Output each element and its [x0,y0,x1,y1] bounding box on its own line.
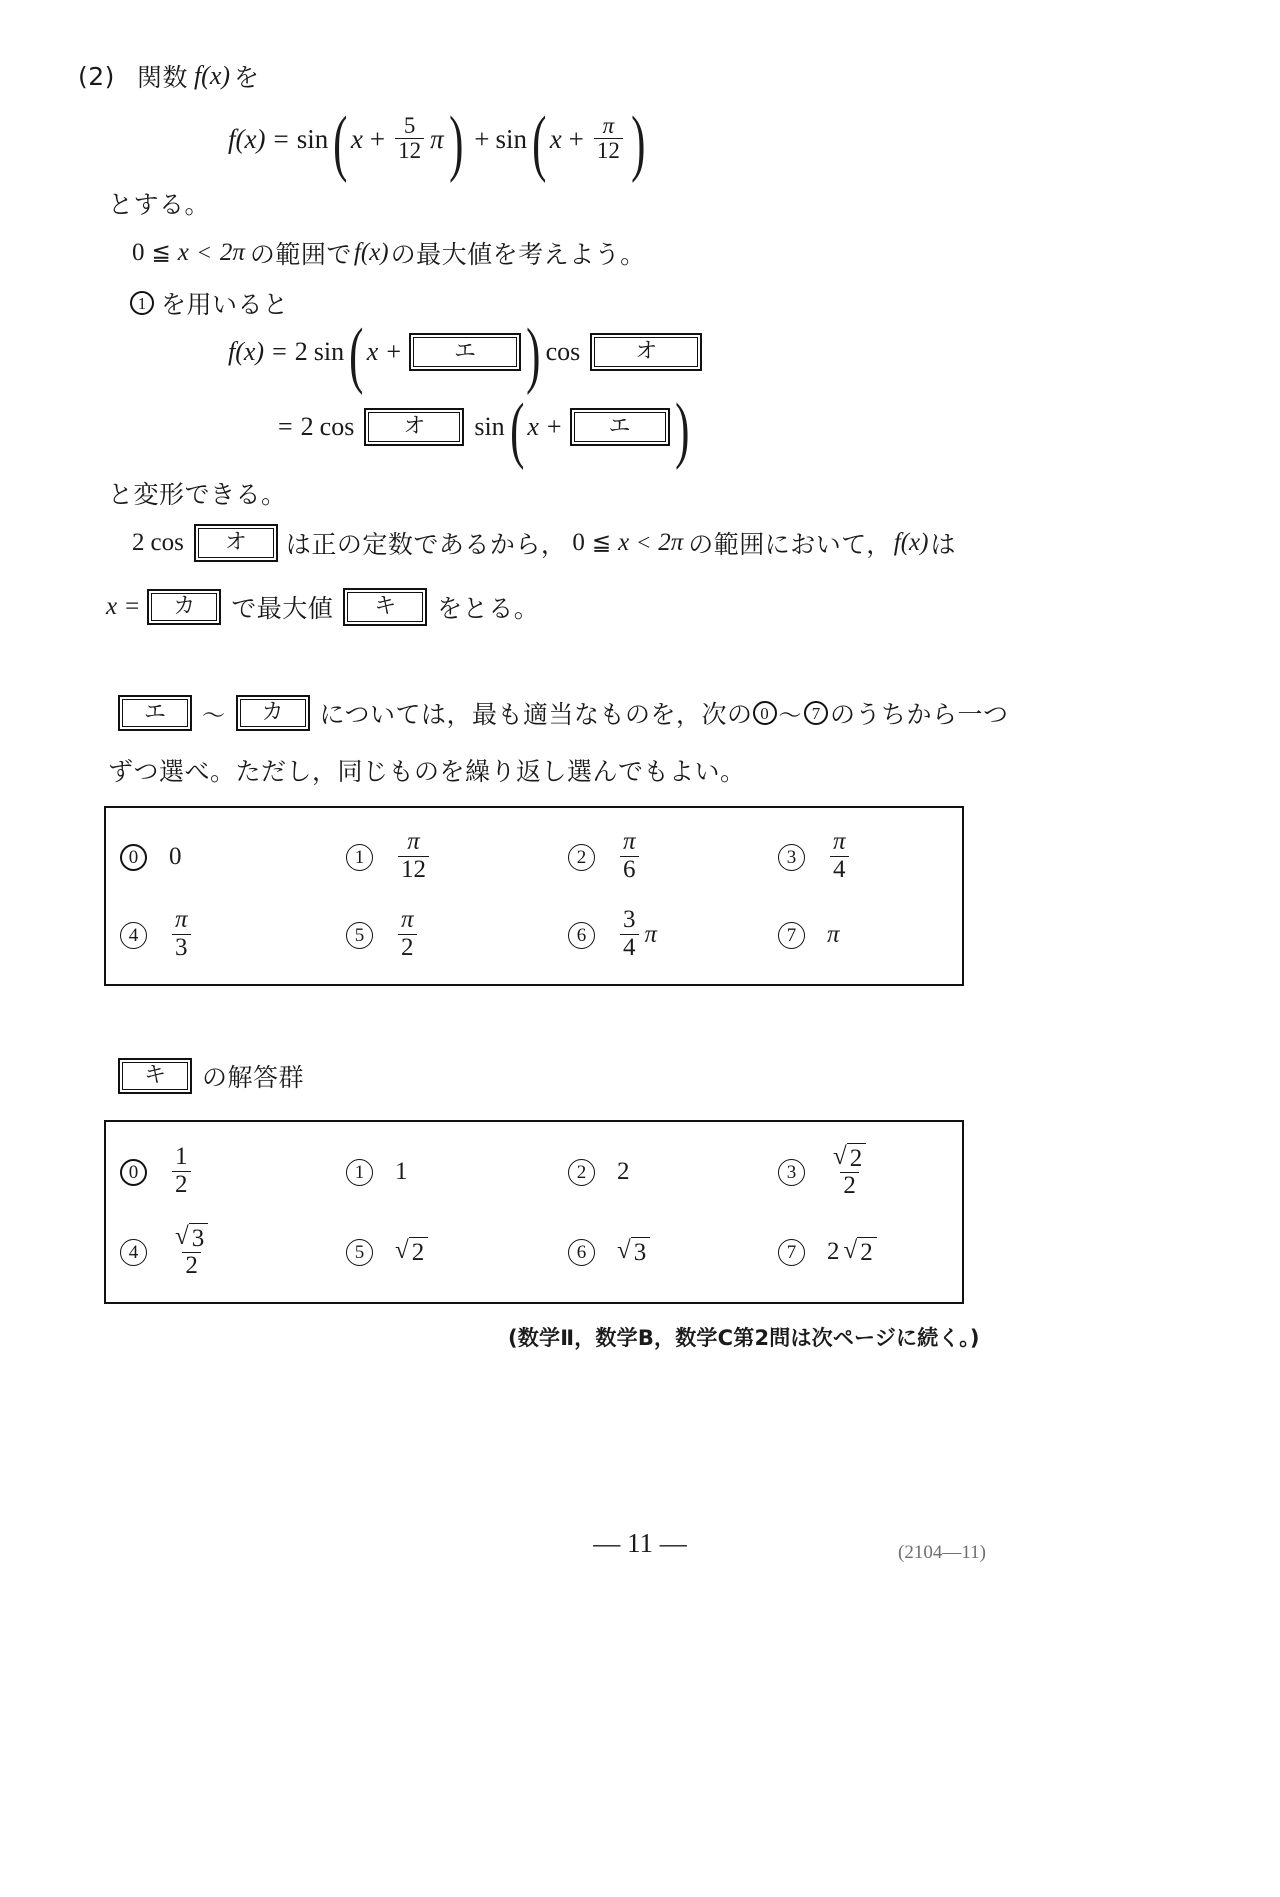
choice-option[interactable] [346,818,432,896]
answer-box-ki-label: キ [347,592,423,622]
choice-fraction-denominator: 3 [172,934,191,961]
choice-fraction-numerator: 3 [623,906,636,934]
choice-fraction-numerator [830,1143,869,1173]
radicand: 3 [189,1223,209,1253]
definition-lhs: f(x) [228,124,266,155]
eq1-plus: + [386,337,401,366]
choice-option[interactable] [120,896,194,974]
answer-box-o-2-label: オ [368,412,460,442]
fraction-5-12 [395,114,424,163]
choice-value [395,1158,408,1186]
henkei-text: と変形できる。 [108,480,287,509]
choice-marker-icon: 2 [568,1159,595,1186]
definition-plus-2: + [568,124,584,155]
choice-option[interactable] [568,896,657,974]
choice-value [617,1237,650,1267]
radical-sign-icon: √ [833,1142,847,1170]
answer-box-ka-ref-label: カ [240,699,306,727]
eq1-lhs: f(x) [228,337,265,366]
eq1-coefficient: 2 [294,337,308,366]
henkei-line [108,475,287,511]
radicand: 3 [631,1237,651,1267]
choice-option[interactable] [568,818,642,896]
choice-fraction [172,1223,211,1280]
choice-marker-icon: 0 [120,1159,147,1186]
answer-box-ki[interactable] [343,588,427,626]
eq1-cos: cos [545,337,581,366]
choice-fraction-denominator: 2 [172,1171,191,1198]
choice-option[interactable] [778,1212,877,1292]
choice-marker-icon: 5 [346,1239,373,1266]
choice-marker-icon: 3 [778,844,805,871]
pos-cos: cos [150,529,184,556]
eq2-plus: + [546,412,562,441]
choice-value [617,1158,630,1186]
problem-label: (2) [78,61,115,91]
definition-var-1: x [350,124,363,155]
choice-value [395,1237,428,1267]
eq2-cos: cos [319,412,355,441]
choice-option[interactable] [120,1212,214,1292]
instruction-line-2 [108,752,746,788]
problem-intro-text: 関数 [136,63,188,92]
eq2-sin: sin [474,412,505,441]
choice-marker-icon: 7 [778,1239,805,1266]
fraction-denominator-2: 12 [594,138,623,163]
choice-square-root [617,1237,650,1267]
page-number: — 11 — [593,1528,687,1558]
choice-fraction-denominator: 4 [620,934,639,961]
range-two-pi: 2π [219,239,245,266]
choice-square-root [175,1223,208,1253]
choice-row [106,818,962,896]
choice-value [617,830,642,884]
choice-marker-icon: 4 [120,1239,147,1266]
choice-ref-0-icon: 0 [753,701,777,725]
pos-variable: x [618,529,630,556]
answer-box-o-1-label: オ [594,337,698,367]
transform-equation-2: = 2 cos オ sin ( x + エ ) [278,389,690,471]
choice-marker-icon: 4 [120,922,147,949]
tosuru-text: とする。 [108,190,211,219]
choice-row [106,896,962,974]
radicand: 2 [857,1237,877,1267]
pos-zero: 0 [572,529,585,556]
choice-fraction-numerator: π [623,828,636,856]
answer-choices-angle-table [104,806,964,986]
choice-marker-icon: 1 [346,844,373,871]
choice-option[interactable] [778,896,840,974]
fraction-denominator: 12 [395,138,424,163]
choice-value [395,908,420,962]
answer-box-e-2-label: エ [574,412,666,442]
radical-sign-icon: √ [843,1237,858,1265]
positive-constant-line [132,524,956,562]
maximum-value-line [106,588,539,626]
choice-coefficient: 2 [827,1238,840,1265]
problem-intro-fx: f(x) [193,61,231,90]
definition-equals: = [273,124,289,155]
answer-box-ka-ref[interactable] [236,695,310,731]
answer-choices-value-table [104,1120,964,1304]
pos-text-2: の範囲において， [688,530,892,559]
choice-marker-icon: 2 [568,844,595,871]
choice-marker-icon: 6 [568,922,595,949]
choice-marker-icon: 3 [778,1159,805,1186]
answer-box-o-3-label: オ [198,528,274,558]
pos-two-pi: 2π [658,529,684,556]
choice-fraction [830,829,849,883]
choice-option[interactable] [120,1132,194,1212]
choice-value [827,830,852,884]
choice-option[interactable] [346,1132,408,1212]
problem-intro-line [78,58,260,94]
choice-square-root [395,1237,428,1267]
instruction-tilde-2: 〜 [778,702,803,729]
problem-intro-suffix: を [234,63,260,92]
choice-value [169,1224,214,1281]
fraction-numerator: 5 [403,113,416,138]
choice-fraction-numerator: π [407,828,420,856]
choice-fraction-denominator: 2 [840,1172,859,1199]
choice-fraction [172,907,191,961]
max-equals: = [125,593,140,620]
answer-box-ki-ref[interactable] [118,1058,192,1094]
range-fx: f(x) [353,239,389,266]
choice-fraction [172,1144,191,1198]
instruction-line-1 [118,695,1009,731]
radical-sign-icon: √ [395,1237,409,1265]
definition-pi-1: π [430,124,444,155]
choice-fraction [620,829,639,883]
range-text-1: の範囲で [249,240,352,269]
choice-plain-value: π [827,921,840,948]
eq2-coefficient: 2 [300,412,314,441]
range-zero: 0 [132,239,145,266]
choice-option[interactable] [778,1132,872,1212]
choice-fraction-numerator: π [401,906,414,934]
ki-group-label-line [118,1058,304,1094]
eq1-sin: sin [313,337,345,366]
continuation-note: (数学Ⅱ，数学B，数学C第2問は次ページに続く。) [508,1326,980,1350]
function-definition-equation: f(x) = sin ( x + $\frac{5}{12}$ π ) + sin ( x + $\frac{\pi}{12}$ ) [228,101,646,184]
answer-box-e-2[interactable] [570,408,670,446]
fraction-pi-12 [594,114,623,163]
pos-lt: < [637,530,651,555]
choice-marker-icon: 6 [568,1239,595,1266]
use-formula-line [130,285,289,321]
range-line [132,235,646,271]
choice-plain-value: 1 [395,1158,408,1185]
choice-plain-value: 2 [617,1158,630,1185]
pos-coefficient: 2 [132,529,145,556]
choice-value [169,843,182,871]
pos-text-1: は正の定数であるから， [285,530,567,559]
instruction-text-2: のうちから一つ [830,700,1009,729]
paper-code: (2104—11) [898,1542,986,1563]
definition-plus-1: + [369,124,386,155]
radicand: 2 [847,1143,867,1173]
choice-option[interactable] [346,1212,428,1292]
answer-box-e-1-label: エ [413,337,517,367]
choice-row [106,1212,962,1292]
choice-ref-7-icon: 7 [804,701,828,725]
choice-fraction-denominator: 2 [398,934,417,961]
choice-fraction-denominator: 2 [182,1252,201,1279]
ki-group-label-text: の解答群 [202,1063,305,1092]
range-variable: x [177,239,189,266]
choice-option[interactable] [568,1132,630,1212]
choice-marker-icon: 0 [120,844,147,871]
answer-box-ka-label: カ [151,593,217,621]
max-text-1: で最大値 [231,594,334,623]
transform-equation-1: f(x) = 2 sin ( x + エ ) cos オ [228,333,702,371]
pos-leq: ≦ [591,530,612,555]
choice-value [827,1237,877,1267]
instruction-text-line2: ずつ選べ。ただし，同じものを繰り返し選んでもよい。 [108,757,746,786]
tosuru-line [108,185,210,221]
choice-plain-value: 0 [169,843,182,870]
choice-fraction-denominator: 6 [620,856,639,883]
choice-fraction [398,829,429,883]
max-variable: x [106,593,118,620]
answer-box-ki-ref-label: キ [122,1062,188,1090]
eq2-variable: x [527,412,539,441]
fraction-numerator-2: π [602,113,615,138]
formula-reference-1-icon: 1 [130,291,154,315]
choice-value [827,921,840,949]
answer-box-o-2[interactable] [364,408,464,446]
instruction-text-1: については，最も適当なものを，次の [319,700,753,729]
answer-box-ka[interactable] [147,589,221,625]
definition-var-2: x [549,124,562,155]
radicand: 2 [409,1237,429,1267]
answer-box-o-3[interactable] [194,524,278,562]
choice-marker-icon: 1 [346,1159,373,1186]
choice-fraction [398,907,417,961]
choice-marker-icon: 5 [346,922,373,949]
answer-box-o-1[interactable] [590,333,702,371]
choice-fraction-numerator: π [833,828,846,856]
choice-fraction-numerator: 1 [175,1143,188,1171]
range-leq: ≦ [151,240,171,265]
eq1-variable: x [366,337,379,366]
choice-value [169,908,194,962]
definition-plus-between: + [474,124,490,155]
choice-fraction [830,1143,869,1200]
choice-value [827,1144,872,1201]
eq1-equals: = [272,337,287,366]
eq2-equals: = [278,412,293,441]
choice-row [106,1132,962,1212]
choice-square-root [833,1143,866,1173]
choice-value [169,1145,194,1199]
radical-sign-icon: √ [175,1222,189,1250]
answer-box-e-1[interactable] [409,333,521,371]
range-lt: < [197,240,211,265]
definition-sin-1: sin [296,124,329,155]
pos-fx: f(x) [893,529,929,556]
choice-fraction-denominator: 4 [830,856,849,883]
choice-fraction [620,907,639,961]
answer-box-e-ref-label: エ [122,699,188,727]
choice-fraction-numerator: π [175,906,188,934]
choice-option[interactable] [568,1212,650,1292]
max-text-2: をとる。 [437,594,540,623]
definition-sin-2: sin [495,124,528,155]
choice-value [395,830,432,884]
choice-option[interactable] [346,896,420,974]
range-text-2: の最大値を考えよう。 [390,240,646,269]
choice-option[interactable] [778,818,852,896]
choice-square-root [844,1237,877,1267]
choice-fraction-numerator [172,1223,211,1253]
choice-marker-icon: 7 [778,922,805,949]
choice-option[interactable] [120,818,182,896]
radical-sign-icon: √ [617,1237,631,1265]
pos-text-3: は [930,530,956,559]
use-formula-text: を用いると [161,290,289,319]
instruction-tilde: 〜 [202,702,226,729]
choice-fraction-denominator: 12 [398,856,429,883]
choice-pi-suffix: π [644,921,658,948]
choice-value [617,908,657,962]
answer-box-e-ref[interactable] [118,695,192,731]
